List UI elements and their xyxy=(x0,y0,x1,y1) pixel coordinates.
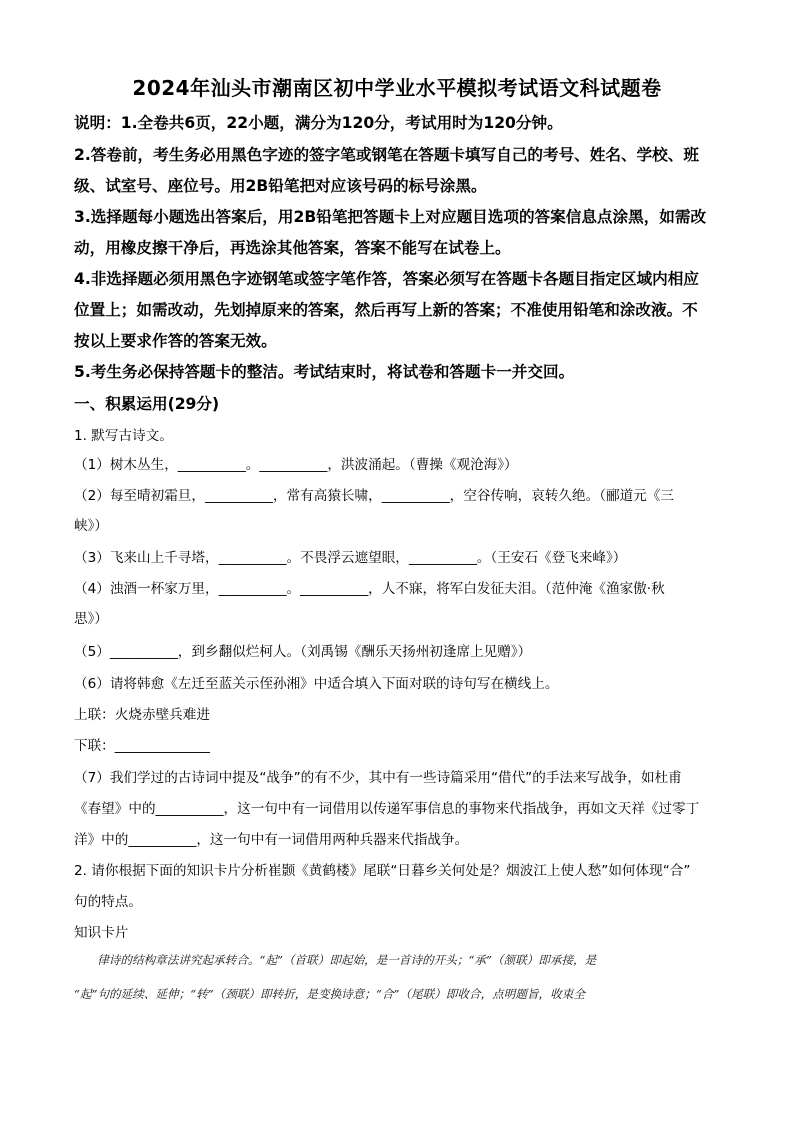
question-line: 上联：火烧赤壁兵难进 xyxy=(74,707,210,723)
question-line: （1）树木丛生，__________。__________，洪波涌起。（曹操《观沧海》） xyxy=(74,457,518,473)
instruction-line: 2.答卷前，考生务必用黑色字迹的签字笔或钢笔在答题卡填写自己的考号、姓名、学校、班 xyxy=(74,146,699,164)
question-line: 思》） xyxy=(74,611,108,627)
question-line: （5）__________，到乡翻似烂柯人。（刘禹锡《酬乐天扬州初逢席上见赠》） xyxy=(74,644,532,660)
question-line: 句的特点。 xyxy=(74,894,142,910)
question-line: 峡》） xyxy=(74,518,108,534)
question-line: 2. 请你根据下面的知识卡片分析崔颢《黄鹤楼》尾联“日暮乡关何处是？烟波江上使人愁”如何体现“合” xyxy=(74,863,691,879)
section-heading: 一、积累运用(29分) xyxy=(74,395,220,413)
instruction-line: 动，用橡皮擦干净后，再选涂其他答案，答案不能写在试卷上。 xyxy=(74,239,511,257)
knowledge-card-label: 知识卡片 xyxy=(74,925,129,941)
instruction-line: 5.考生务必保持答题卡的整洁。考试结束时，将试卷和答题卡一并交回。 xyxy=(74,363,575,381)
question-line: （2）每至晴初霜旦，__________，常有高猿长啸，__________，空谷传响，哀转久绝。（郦道元《三 xyxy=(74,488,674,504)
instruction-line: 级、试室号、座位号。用2B铅笔把对应该号码的标号涂黑。 xyxy=(74,177,487,195)
question-line: （6）请将韩愈《左迁至蓝关示侄孙湘》中适合填入下面对联的诗句写在横线上。 xyxy=(74,676,559,692)
instruction-line: 按以上要求作答的答案无效。 xyxy=(74,332,277,350)
question-line: （3）飞来山上千寻塔，__________。不畏浮云遮望眼，__________。（王安石《登飞来峰》） xyxy=(74,550,627,566)
question-line: 下联：______________ xyxy=(74,738,210,754)
instruction-line: 3.选择题每小题选出答案后，用2B铅笔把答题卡上对应题目选项的答案信息点涂黑，如需改 xyxy=(74,208,707,226)
question-line: 《春望》中的__________，这一句中有一词借用以传递军事信息的事物来代指战争，再如文天祥《过零丁 xyxy=(74,801,700,817)
knowledge-card-text: “起”句的延续、延伸；“转”（颈联）即转折，是变换诗意；“合”（尾联）即收合，点明题旨，收束全 xyxy=(74,987,585,1001)
page-title: 2024年汕头市潮南区初中学业水平模拟考试语文科试题卷 xyxy=(132,76,662,100)
instruction-line: 说明：1.全卷共6页，22小题，满分为120分，考试用时为120分钟。 xyxy=(74,114,563,132)
instruction-line: 位置上；如需改动，先划掉原来的答案，然后再写上新的答案；不准使用铅笔和涂改液。不 xyxy=(74,301,698,319)
question-line: 洋》中的__________，这一句中有一词借用两种兵器来代指战争。 xyxy=(74,832,469,848)
instruction-line: 4.非选择题必须用黑色字迹钢笔或签字笔作答，答案必须写在答题卡各题目指定区域内相应 xyxy=(74,270,699,288)
knowledge-card-text: 律诗的结构章法讲究起承转合。“起”（首联）即起始，是一首诗的开头；“承”（颔联）即承接，是 xyxy=(74,953,597,967)
question-line: （4）浊酒一杯家万里，__________。__________，人不寐，将军白发征夫泪。（范仲淹《渔家傲·秋 xyxy=(74,581,665,597)
question-line: （7）我们学过的古诗词中提及“战争”的有不少，其中有一些诗篇采用“借代”的手法来写战争，如杜甫 xyxy=(74,770,682,786)
question-line: 1. 默写古诗文。 xyxy=(74,428,173,444)
